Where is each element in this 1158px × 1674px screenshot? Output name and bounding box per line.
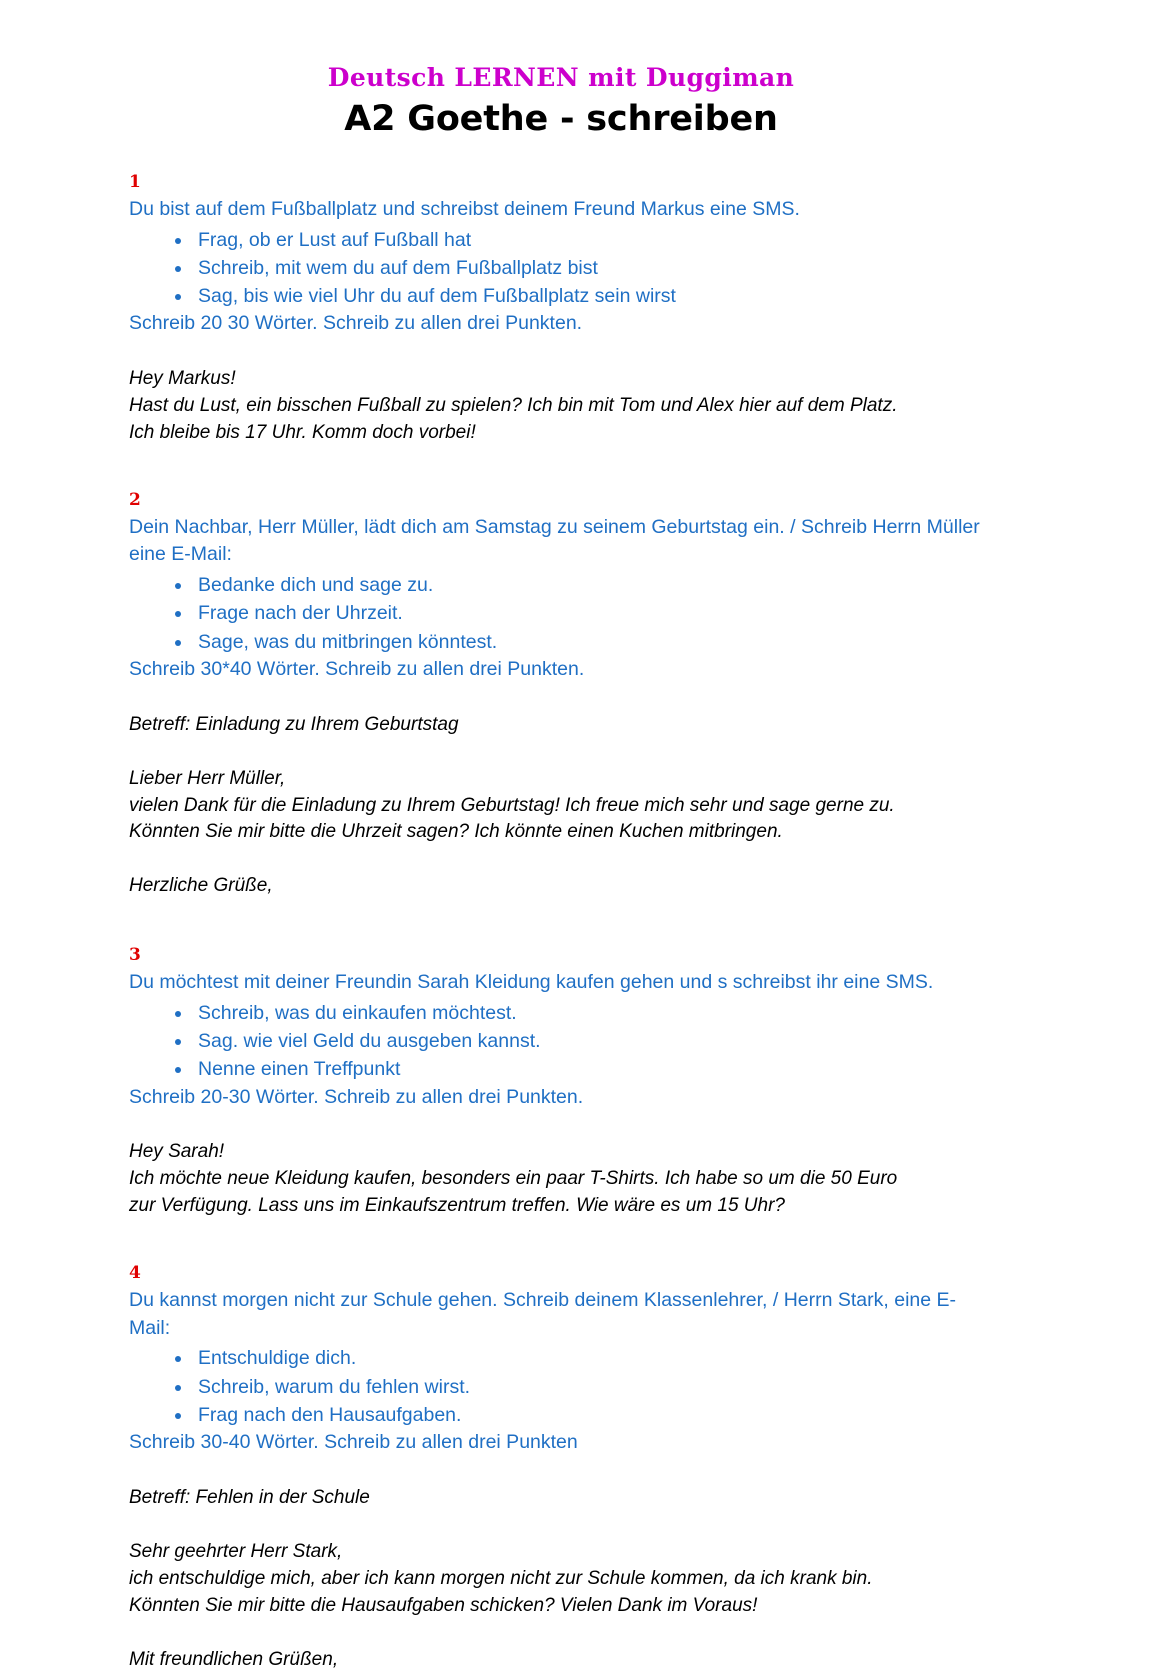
task-bullet-list xyxy=(129,1344,993,1429)
answer-line: Könnten Sie mir bitte die Uhrzeit sagen? Ich könnte einen Kuchen mitbringen. xyxy=(129,821,783,843)
answer-line: Lieber Herr Müller, xyxy=(129,767,286,789)
answer-closing: Herzliche Grüße, xyxy=(129,875,273,897)
answer-line: Hey Markus! xyxy=(129,368,236,390)
answer-line: zur Verfügung. Lass uns im Einkaufszentrum treffen. Wie wäre es um 15 Uhr? xyxy=(129,1195,785,1217)
task-prompt: Du kannst morgen nicht zur Schule gehen. Schreib deinem Klassenlehrer, / Herrn Stark, eine E-Mail: xyxy=(129,1288,957,1339)
list-item: Schreib, warum du fehlen wirst. xyxy=(129,1373,993,1401)
task-number: 3 xyxy=(129,945,141,966)
task-answer xyxy=(129,366,993,447)
answer-line: Hey Sarah! xyxy=(129,1141,225,1163)
list-item: Nenne einen Treffpunkt xyxy=(129,1055,993,1083)
list-item: Sag, bis wie viel Uhr du auf dem Fußballplatz sein wirst xyxy=(129,282,993,310)
answer-spacer xyxy=(129,739,993,766)
answer-spacer xyxy=(129,1512,993,1539)
list-item: Schreib, mit wem du auf dem Fußballplatz bist xyxy=(129,254,993,282)
worksheet-content xyxy=(129,0,993,1674)
answer-spacer xyxy=(129,1620,993,1647)
answer-line: vielen Dank für die Einladung zu Ihrem Geburtstag! Ich freue mich sehr und sage gerne zu. xyxy=(129,794,895,816)
task-section-3 xyxy=(129,946,993,1220)
task-prompt: Dein Nachbar, Herr Müller, lädt dich am Samstag zu seinem Geburtstag ein. / Schreib Herrn Müller eine E-Mail: xyxy=(129,515,980,566)
task-number: 2 xyxy=(129,490,141,511)
task-word-count: Schreib 30*40 Wörter. Schreib zu allen drei Punkten. xyxy=(129,657,585,680)
page-title: A2 Goethe - schreiben xyxy=(344,98,778,139)
list-item: Frage nach der Uhrzeit. xyxy=(129,599,993,627)
task-prompt: Du bist auf dem Fußballplatz und schreibst deinem Freund Markus eine SMS. xyxy=(129,197,800,220)
brand-title: Deutsch LERNEN mit Duggiman xyxy=(327,63,795,92)
task-prompt: Du möchtest mit deiner Freundin Sarah Kleidung kaufen gehen und s schreibst ihr eine SMS. xyxy=(129,971,934,994)
answer-line: Könnten Sie mir bitte die Hausaufgaben schicken? Vielen Dank im Voraus! xyxy=(129,1594,758,1616)
task-section-2 xyxy=(129,491,993,900)
answer-spacer xyxy=(129,846,993,873)
answer-line: ich entschuldige mich, aber ich kann morgen nicht zur Schule kommen, da ich krank bin. xyxy=(129,1567,873,1589)
list-item: Bedanke dich und sage zu. xyxy=(129,571,993,599)
task-answer xyxy=(129,1485,993,1674)
list-item: Sage, was du mitbringen könntest. xyxy=(129,628,993,656)
list-item: Sag. wie viel Geld du ausgeben kannst. xyxy=(129,1027,993,1055)
document-header xyxy=(129,0,993,141)
task-word-count: Schreib 30-40 Wörter. Schreib zu allen drei Punkten xyxy=(129,1431,578,1454)
answer-subject: Betreff: Einladung zu Ihrem Geburtstag xyxy=(129,713,459,735)
answer-line: Ich möchte neue Kleidung kaufen, besonders ein paar T-Shirts. Ich habe so um die 50 Euro xyxy=(129,1168,898,1190)
task-bullet-list xyxy=(129,999,993,1084)
task-word-count: Schreib 20 30 Wörter. Schreib zu allen drei Punkten. xyxy=(129,312,583,335)
task-number: 4 xyxy=(129,1263,141,1284)
task-bullet-list xyxy=(129,226,993,311)
list-item: Frag nach den Hausaufgaben. xyxy=(129,1401,993,1429)
answer-closing: Mit freundlichen Grüßen, xyxy=(129,1648,339,1670)
list-item: Schreib, was du einkaufen möchtest. xyxy=(129,999,993,1027)
task-word-count: Schreib 20-30 Wörter. Schreib zu allen drei Punkten. xyxy=(129,1085,584,1108)
task-number: 1 xyxy=(129,172,141,193)
task-answer xyxy=(129,712,993,901)
task-bullet-list xyxy=(129,571,993,656)
answer-subject: Betreff: Fehlen in der Schule xyxy=(129,1486,370,1508)
list-item: Entschuldige dich. xyxy=(129,1344,993,1372)
answer-line: Sehr geehrter Herr Stark, xyxy=(129,1540,343,1562)
list-item: Frag, ob er Lust auf Fußball hat xyxy=(129,226,993,254)
task-answer xyxy=(129,1139,993,1220)
answer-line: Hast du Lust, ein bisschen Fußball zu spielen? Ich bin mit Tom und Alex hier auf dem Platz. xyxy=(129,395,898,417)
task-section-4 xyxy=(129,1264,993,1673)
task-section-1 xyxy=(129,173,993,447)
answer-line: Ich bleibe bis 17 Uhr. Komm doch vorbei! xyxy=(129,422,476,444)
